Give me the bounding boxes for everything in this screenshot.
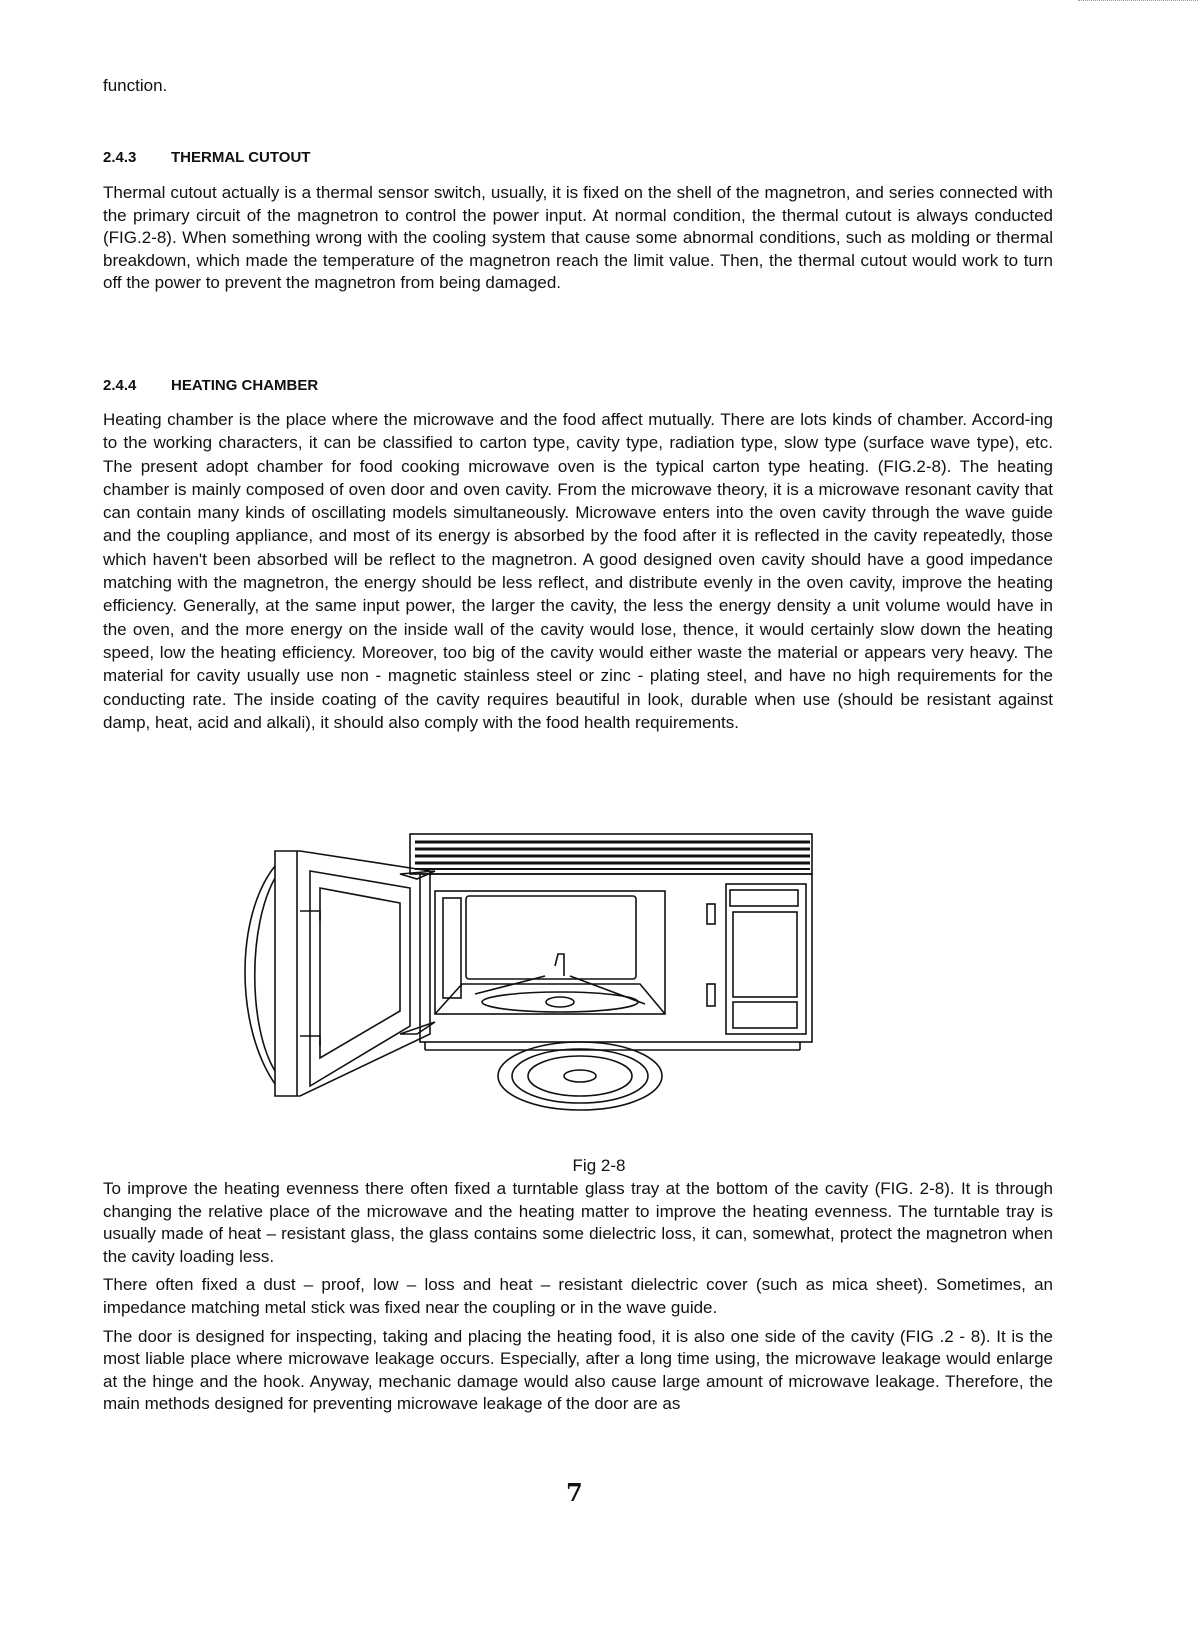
control-panel — [726, 884, 806, 1034]
section-number: 2.4.3 — [103, 149, 137, 166]
glass-tray — [498, 1042, 662, 1110]
microwave-oven-figure — [230, 826, 830, 1116]
paragraph: There often fixed a dust – proof, low – loss and heat – resistant dielectric cover (such as mica sheet). Sometimes, an impedance matching metal stick was fixed near the coupling or in the wave guide. — [103, 1275, 1053, 1317]
scan-edge — [1078, 0, 1198, 1]
section-number: 2.4.4 — [103, 377, 137, 394]
section-heading-2-4-3 — [103, 149, 310, 166]
page-number: 7 — [566, 1478, 583, 1507]
vent-grille — [410, 834, 812, 874]
figure-caption: Fig 2-8 — [572, 1156, 626, 1175]
paragraph: To improve the heating evenness there often fixed a turntable glass tray at the bottom of the cavity (FIG. 2-8). It is through changing the relative place of the microwave and the heating matter to improve the heating evenness. The turntable tray is usually made of heat – resistant glass, the glass contains some dielectric loss, it can, somewhat, protect the magnetron when the cavity loading less. — [103, 1179, 1053, 1266]
body-after-figure — [103, 1178, 1053, 1422]
paragraph: Heating chamber is the place where the microwave and the food affect mutually. There are lots kinds of chamber. Accord-ing to the working characters, it can be classified to carton type, cavity type, radiation type, slow type (surface wave type), etc. The present adopt chamber for food cooking microwave oven is the typical carton type heating. (FIG.2-8). The heating chamber is mainly composed of oven door and oven cavity. From the microwave theory, it is a microwave resonant cavity that can contain many kinds of oscillating models simultaneously. Microwave enters into the oven cavity through the wave guide and the coupling appliance, and most of its energy is absorbed by the food after it is reflected in the cavity repeatedly, those which haven't been absorbed will be reflect to the magnetron. A good designed oven cavity should have a good impedance matching with the magnetron, the energy should be less reflect, and distribute evenly in the oven cavity, improve the heating efficiency. Generally, at the same input power, the larger the cavity, the less the energy density a unit volume would have in the oven, and the more energy on the inside wall of the cavity would lose, thence, it would certainly slow down the heating speed, low the heating efficiency. Moreover, too big of the cavity would either waste the material or appears very heavy. The material for cavity usually use non - magnetic stainless steel or zinc - plating steel, and have no high requirements for the conducting rate. The inside coating of the cavity requires beautiful in look, durable when use (should be resistant against damp, heat, acid and alkali), it should also comply with the food health requirements. — [103, 410, 1053, 732]
section-heading-2-4-4 — [103, 377, 318, 394]
section-body — [103, 408, 1053, 740]
section-title: THERMAL CUTOUT — [171, 149, 311, 166]
turntable-roller — [475, 954, 645, 1012]
continued-text: function. — [103, 76, 168, 95]
oven-body — [420, 874, 812, 1050]
paragraph: The door is designed for inspecting, taking and placing the heating food, it is also one side of the cavity (FIG .2 - 8). It is the most liable place where microwave leakage occurs. Especially, after a long time using, the microwave leakage would enlarge at the hinge and the hook. Anyway, mechanic damage would also cause large amount of microwave leakage. Therefore, the main methods designed for preventing microwave leakage of the door are as — [103, 1326, 1053, 1414]
section-body — [103, 182, 1053, 301]
oven-door — [245, 851, 435, 1096]
paragraph: Thermal cutout actually is a thermal sensor switch, usually, it is fixed on the shell of the magnetron, and series connected with the primary circuit of the magnetron to control the power input. At normal condition, the thermal cutout is always conducted (FIG.2-8). When something wrong with the cooling system that cause some abnormal conditions, such as molding or thermal breakdown, which made the temperature of the magnetron reach the limit value. Then, the thermal cutout would work to turn off the power to prevent the magnetron from being damaged. — [103, 183, 1053, 293]
section-title: HEATING CHAMBER — [171, 377, 319, 394]
